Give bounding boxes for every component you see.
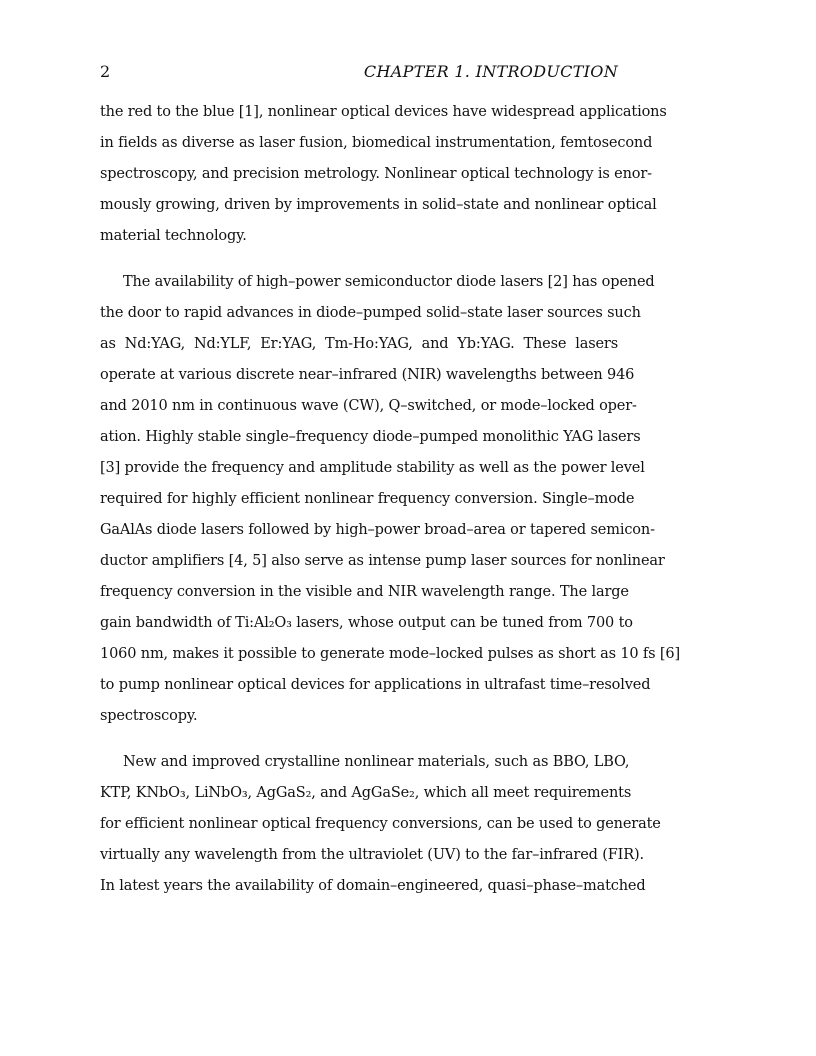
text-line: as Nd:YAG, Nd:YLF, Er:YAG, Tm-Ho:YAG, and Yb:YAG. These lasers [100, 336, 618, 352]
text-line: in fields as diverse as laser fusion, biomedical instrumentation, femtosecond [100, 135, 653, 151]
text-line: spectroscopy. [100, 708, 198, 724]
text-line: virtually any wavelength from the ultraviolet (UV) to the far–infrared (FIR). [100, 847, 644, 863]
text-line: required for highly efficient nonlinear frequency conversion. Single–mode [100, 491, 635, 507]
text-line: ation. Highly stable single–frequency diode–pumped monolithic YAG lasers [100, 429, 641, 445]
text-line: gain bandwidth of Ti:Al₂O₃ lasers, whose output can be tuned from 700 to [100, 615, 633, 631]
text-line: The availability of high–power semiconductor diode lasers [2] has opened [123, 274, 655, 290]
paragraph-3 [100, 747, 661, 902]
text-line: the door to rapid advances in diode–pumped solid–state laser sources such [100, 305, 641, 321]
paragraph-1 [100, 97, 667, 252]
text-line: for efficient nonlinear optical frequency conversions, can be used to generate [100, 816, 661, 832]
text-line: frequency conversion in the visible and NIR wavelength range. The large [100, 584, 629, 600]
text-line: operate at various discrete near–infrared (NIR) wavelengths between 946 [100, 367, 635, 383]
text-line: material technology. [100, 228, 247, 244]
body-text [100, 97, 680, 917]
text-line: 1060 nm, makes it possible to generate mode–locked pulses as short as 10 fs [6] [100, 646, 680, 662]
text-line: mously growing, driven by improvements in solid–state and nonlinear optical [100, 197, 657, 213]
page-header [100, 60, 618, 84]
text-line: ductor amplifiers [4, 5] also serve as intense pump laser sources for nonlinear [100, 553, 665, 569]
text-line: the red to the blue [1], nonlinear optical devices have widespread applications [100, 104, 667, 120]
text-line: spectroscopy, and precision metrology. Nonlinear optical technology is enor- [100, 166, 652, 182]
text-line: New and improved crystalline nonlinear materials, such as BBO, LBO, [123, 754, 630, 770]
text-line: to pump nonlinear optical devices for applications in ultrafast time–resolved [100, 677, 651, 693]
page-number: 2 [100, 62, 111, 81]
text-line: In latest years the availability of domain–engineered, quasi–phase–matched [100, 878, 646, 894]
text-line: and 2010 nm in continuous wave (CW), Q–switched, or mode–locked oper- [100, 398, 637, 414]
paragraph-2 [100, 267, 680, 732]
text-line: KTP, KNbO₃, LiNbO₃, AgGaS₂, and AgGaSe₂, which all meet requirements [100, 785, 632, 801]
text-line: [3] provide the frequency and amplitude stability as well as the power level [100, 460, 645, 476]
running-head: CHAPTER 1. INTRODUCTION [363, 62, 618, 81]
text-line: GaAlAs diode lasers followed by high–power broad–area or tapered semicon- [100, 522, 655, 538]
